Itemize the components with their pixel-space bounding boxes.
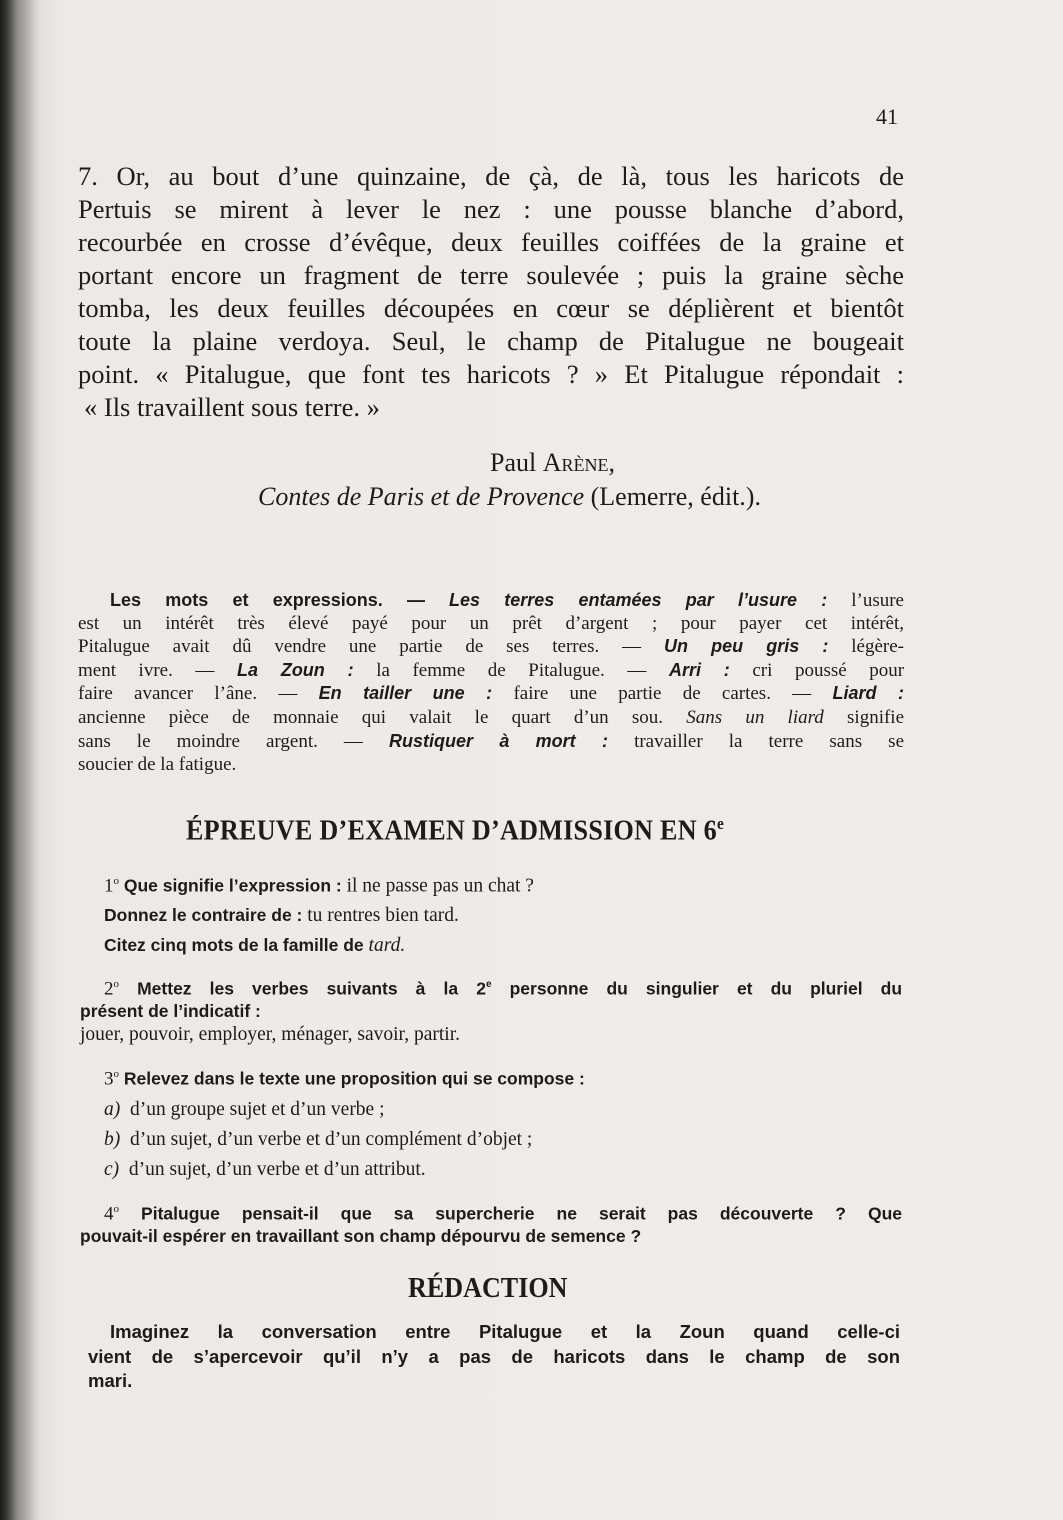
exam-heading-text: ÉPREUVE D’EXAMEN D’ADMISSION EN 6 (186, 814, 717, 847)
question-1-line-c (104, 935, 405, 957)
author-attribution (490, 448, 615, 478)
vocab-line (78, 706, 904, 729)
work-title: Contes de Paris et de Provence (258, 482, 585, 511)
vocab-term: En tailler une : (318, 683, 493, 703)
question-3-item (104, 1159, 426, 1181)
question-1-line-b (104, 905, 459, 927)
vocab-heading: Les mots et expressions. — (110, 590, 425, 610)
vocab-term: La Zoun : (237, 660, 354, 680)
question-2-line-b (80, 1001, 261, 1023)
vocab-definition: Pitalugue avait dû vendre une partie de ses terres. — (78, 636, 642, 657)
vocab-line (78, 659, 904, 682)
vocab-term: Liard : (832, 683, 904, 703)
vocab-term: Les terres entamées par l’usure : (448, 590, 828, 610)
vocab-definition: légère- (851, 636, 905, 657)
exam-heading (186, 814, 724, 848)
question-number: 4 (104, 1203, 114, 1225)
question-degree: o (113, 1203, 119, 1215)
question-4-line-b (80, 1226, 641, 1248)
item-text: d’un sujet, d’un verbe et d’un complément d’objet ; (130, 1129, 533, 1150)
author-last-name: Arène, (542, 448, 616, 477)
question-text: tu rentres bien tard. (307, 905, 459, 926)
question-label: personne du singulier et du pluriel du (509, 978, 903, 999)
item-text: d’un groupe sujet et d’un verbe ; (130, 1099, 385, 1120)
question-label: présent de l’indicatif : (80, 1001, 261, 1021)
passage-line: point. « Pitalugue, que font tes haricots ? » Et Pitalugue répondait : (78, 359, 904, 389)
vocab-definition: faire une partie de cartes. — (513, 683, 812, 704)
author-first-name: Paul (490, 448, 537, 477)
question-label: pouvait-il espérer en travaillant son champ dépourvu de semence ? (80, 1226, 642, 1246)
vocab-definition: ment ivre. — (78, 660, 215, 681)
passage-line: recourbée en crosse d’évêque, deux feuilles coiffées de la graine et (78, 227, 904, 257)
question-number: 1 (104, 875, 114, 897)
redaction-heading: RÉDACTION (408, 1272, 568, 1304)
vocab-term: Un peu gris : (663, 636, 829, 656)
vocab-line (78, 682, 904, 705)
question-label: Pitalugue pensait-il que sa supercherie ne serait pas découverte ? Que (141, 1203, 902, 1224)
passage-line: portant encore un fragment de terre soulevée ; puis la graine sèche (78, 260, 904, 290)
vocab-definition: sans le moindre argent. — (78, 731, 363, 752)
question-label: Mettez les verbes suivants à la (137, 978, 459, 999)
vocab-definition: cri poussé pour (752, 660, 905, 681)
passage-line: « Ils travaillent sous terre. » (84, 392, 380, 422)
vocab-line (78, 635, 904, 658)
vocab-italic-term: Sans un liard (686, 707, 824, 728)
question-label: Que signifie l’expression : (123, 875, 342, 896)
passage-line: toute la plaine verdoya. Seul, le champ de Pitalugue ne bougeait (78, 326, 904, 356)
item-text: d’un sujet, d’un verbe et d’un attribut. (128, 1159, 426, 1180)
passage-line: 7. Or, au bout d’une quinzaine, de çà, de là, tous les haricots de (78, 161, 904, 191)
question-text: il ne passe pas un chat ? (346, 875, 534, 897)
item-letter: b) (104, 1129, 121, 1150)
question-label-sup: e (485, 979, 492, 990)
vocab-definition: l’usure (851, 590, 904, 611)
vocab-line (110, 589, 904, 612)
vocab-term: Rustiquer à mort : (389, 731, 608, 751)
question-degree: o (113, 1068, 119, 1080)
question-2-line-a (104, 978, 902, 1001)
redaction-line: vient de s’apercevoir qu’il n’y a pas de haricots dans le champ de son (88, 1346, 900, 1367)
question-3-item (104, 1099, 385, 1121)
question-degree: o (113, 978, 119, 990)
redaction-line: mari. (88, 1370, 133, 1391)
publisher: (Lemerre, édit.). (590, 482, 761, 511)
item-letter: c) (104, 1159, 120, 1180)
question-label: Relevez dans le texte une proposition qui se compose : (123, 1068, 585, 1089)
question-label: Donnez le contraire de : (104, 905, 303, 925)
question-3-line (104, 1068, 585, 1091)
vocab-definition: travailler la terre sans se (634, 731, 904, 752)
question-2-verbs: jouer, pouvoir, employer, ménager, savoir, partir. (80, 1024, 461, 1045)
question-number: 3 (104, 1068, 114, 1090)
vocab-line: soucier de la fatigue. (78, 754, 237, 775)
question-label: Citez cinq mots de la famille de (104, 935, 364, 955)
page-number: 41 (876, 104, 898, 129)
passage-line: tomba, les deux feuilles découpées en cœur se déplièrent et bientôt (78, 293, 904, 323)
question-1-line-a (104, 875, 534, 898)
vocab-definition: faire avancer l’âne. — (78, 683, 298, 704)
vocab-term: Arri : (668, 660, 730, 680)
question-text: tard. (368, 935, 406, 956)
item-letter: a) (104, 1099, 121, 1120)
vocab-line (78, 730, 904, 753)
question-label: 2 (476, 978, 486, 999)
passage-line: Pertuis se mirent à lever le nez : une pousse blanche d’abord, (78, 194, 904, 224)
redaction-line: Imaginez la conversation entre Pitalugue et la Zoun quand celle-ci (110, 1321, 900, 1342)
question-3-item (104, 1129, 532, 1151)
vocab-definition: signifie (847, 707, 905, 728)
question-number: 2 (104, 978, 114, 1000)
question-4-line-a (104, 1203, 902, 1226)
binding-shadow (0, 0, 40, 1520)
source-work (258, 482, 761, 512)
question-degree: o (113, 875, 119, 887)
vocab-definition: la femme de Pitalugue. — (376, 660, 647, 681)
vocab-line: est un intérêt très élevé payé pour un prêt d’argent ; pour payer cet intérêt, (78, 613, 904, 634)
vocab-definition: ancienne pièce de monnaie qui valait le quart d’un sou. (78, 707, 664, 728)
exam-heading-sup: e (716, 814, 725, 833)
